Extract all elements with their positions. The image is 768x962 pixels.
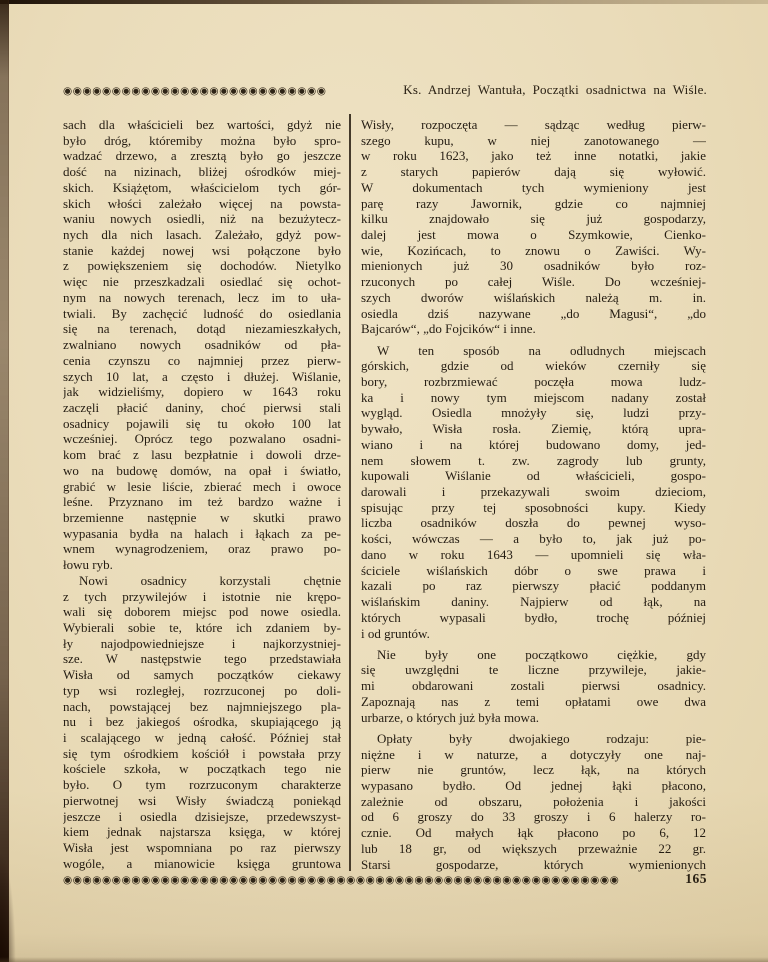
paragraph (361, 731, 706, 872)
text-line: pierw nie gruntów, lecz łąk, na których (361, 762, 706, 778)
text-line: osiedla dziś nazywane „do Magusi“, „do (361, 305, 706, 321)
text-line: wie, Kozińcach, to znowu o Zawiści. Wy- (361, 242, 706, 258)
text-line: dalej jest mowa o Szymkowie, Cienko- (361, 227, 706, 243)
text-line: nu i bez jakiegoś ośrodka, skupiającego ją (63, 714, 341, 730)
text-line: zaczęli płacić daniny, choć pierwsi stali (63, 399, 341, 415)
text-line: nym na nowych terenach, lecz im to uła- (63, 289, 341, 305)
text-column-left (63, 117, 341, 872)
text-line: się na terenach, dotąd niezamieszkałych, (63, 321, 341, 337)
text-line: zależnie od obszaru, położenia i jakości (361, 793, 706, 809)
text-line: osadnicy pojawili się tu około 100 lat (63, 415, 341, 431)
text-line: nach, powstającej bez najmniejszego pla- (63, 698, 341, 714)
text-line: Opłaty były dwojakiego rodzaju: pie- (377, 730, 706, 746)
paragraph (361, 647, 706, 726)
text-line: cznie. Od małych łąk płacono po 6, 12 (361, 825, 706, 841)
text-line: Bajcarów“, „do Fojcików“ i inne. (361, 321, 536, 337)
text-line: jak widzieliśmy, dopiero w 1643 roku (63, 384, 341, 400)
text-line: Nowi osadnicy korzystali chętnie (79, 572, 341, 588)
page-number: 165 (685, 871, 707, 886)
text-line: leśne. Przyznano im też bardzo ważne i (63, 494, 341, 510)
paragraph (63, 117, 341, 573)
text-line: Nie były one początkowo ciężkie, gdy (377, 646, 706, 662)
text-line: nem słowem t. zw. zagrody lub grunty, (361, 452, 706, 468)
text-line: zwalniano nowych osadników od pła- (63, 337, 341, 353)
text-line: wypasano bydło. Od jednej łąki płacono, (361, 777, 706, 793)
text-line: było. O tym rozrzuconym charakterze (63, 777, 341, 793)
running-header-title: Ks. Andrzej Wantuła, Początki osadnictwa na Wiśle. (403, 82, 707, 97)
text-line: wiślańskim daniny. Najpierw od łąk, na (361, 594, 706, 610)
text-line: Starsi gospodarze, których wymienionych (361, 856, 706, 872)
text-line: górskich, gdzie od wieków czerniły się (361, 358, 706, 374)
column-divider-rule (349, 114, 351, 871)
text-line: wiano i na której budowano domy, jed- (361, 436, 706, 452)
text-line: cenia czynszu co najmniej przez pierw- (63, 352, 341, 368)
text-line: w roku 1623, jako też inne notatki, jakie (361, 148, 706, 164)
text-line: z starych papierów dają się wyłowić. (361, 164, 706, 180)
scan-edge-corner (0, 852, 16, 962)
text-line: brzemienne następnie w skutki prawo (63, 509, 341, 525)
paragraph (361, 117, 706, 337)
text-line: wali się doborem miejsc pod nowe osiedla. (63, 604, 341, 620)
text-column-right (361, 117, 706, 872)
text-line: kilku znajdowało się już gospodarzy, (361, 211, 706, 227)
text-line: liczba osadników doszła do pewnej wyso- (361, 515, 706, 531)
text-line: pierwotnej wsi Wisły świadczą poniekąd (63, 792, 341, 808)
text-line: twiali. By zachęcić ludność do osiedlania (63, 305, 341, 321)
text-line: i od gruntów. (361, 625, 430, 641)
text-line: W dokumentach tych wymieniony jest (361, 179, 706, 195)
text-line: i scalającego w jedną całość. Później stał (63, 730, 341, 746)
text-line: szych 10 lat, a często i dłużej. Wiślanie, (63, 368, 341, 384)
text-line: więc nie przeszkadzali osiedlać się ochot- (63, 274, 341, 290)
text-line: bywało, Wisła rosła. Ziemię, którą upra- (361, 421, 706, 437)
text-line: kom brać z lasu bezpłatnie i dowoli drze- (63, 447, 341, 463)
text-line: z powiększeniem się dochodów. Nietylko (63, 258, 341, 274)
scan-edge-left (0, 0, 9, 962)
text-line: nych dla nich lasach. Zależało, gdyż pow- (63, 227, 341, 243)
footer-ornament-border: ◉◉◉◉◉◉◉◉◉◉◉◉◉◉◉◉◉◉◉◉◉◉◉◉◉◉◉◉◉◉◉◉◉◉◉◉◉◉◉◉◉◉◉◉◉◉◉◉◉◉◉◉◉◉◉◉◉ (63, 874, 620, 886)
text-line: ły najodpowiedniejsze i najkorzystniej- (63, 635, 341, 651)
text-line: W ten sposób na odludnych miejscach (377, 342, 706, 358)
text-line: wcześniej. Oprócz tego pozwalano osadni- (63, 431, 341, 447)
text-line: od 6 groszy do 33 groszy i 6 halerzy ro- (361, 809, 706, 825)
text-line: rzuconych po całej Wiśle. Do wcześniej- (361, 274, 706, 290)
text-line: Wybierali sobie te, które ich zdaniem by- (63, 620, 341, 635)
text-line: dość na nizinach, bliżej ośrodków miej- (63, 164, 341, 180)
text-line: sze. W następstwie tego przedstawiała (63, 651, 341, 667)
running-header (63, 82, 707, 98)
text-line: typ wsi rozległej, rozrzuconej po doli- (63, 682, 341, 698)
text-line: wadzać drzewo, a zresztą było go jeszcze (63, 148, 341, 164)
text-line: kazali po raz pierwszy płacić poddanym (361, 578, 706, 594)
text-line: jeszcze i osiedla dzisiejsze, przedewszyst- (63, 808, 341, 824)
text-line: skich włości zależało więcej na powsta- (63, 195, 341, 211)
text-line: mi obdarowani zostali pierwsi osadnicy. (361, 678, 706, 694)
text-line: kości, wówczas — a było to, jak już po- (361, 531, 706, 547)
text-line: było dróg, któremiby można było spro- (63, 132, 341, 148)
text-line: dano w roku 1643 — upomnieli się wła- (361, 546, 706, 562)
text-line: Wisła jest wspomniana po raz pierwszy (63, 840, 341, 856)
text-line: waniu nowych osiedli, niż na bezużytecz- (63, 211, 341, 227)
text-line: wypasania bydła na halach i łąkach za pe- (63, 525, 341, 541)
text-line: bory, rozbrzmiewać poczęła mowa ludz- (361, 374, 706, 389)
text-line: grabić w lesie liście, zbierać mech i owoce (63, 478, 341, 494)
paragraph (361, 343, 706, 642)
text-line: szych dworów wiślańskich należą m. in. (361, 289, 706, 305)
text-line: szego kupu, w niej zanotowanego — (361, 132, 706, 148)
text-line: wnem wynagrodzeniem, oraz prawo po- (63, 541, 341, 557)
text-line: wo na budowę domów, na opał i światło, (63, 462, 341, 478)
text-line: mienionych już 30 osadników było roz- (361, 258, 706, 274)
text-line: Wisła od samych początków ciekawy (63, 667, 341, 683)
text-line: ka i nowy tym miejscom nadany został (361, 389, 706, 405)
text-line: których wypasali bydło, trochę później (361, 609, 706, 625)
header-ornament-border: ◉◉◉◉◉◉◉◉◉◉◉◉◉◉◉◉◉◉◉◉◉◉◉◉◉◉◉ (63, 85, 327, 97)
text-line: ściciele wiślańskich dóbr o swe prawa i (361, 562, 706, 578)
text-line: lub 18 gr, od większych przeważnie 22 gr. (361, 840, 706, 856)
text-line: wygląd. Osiedla mnożyły się, ludzi przy- (361, 405, 706, 421)
text-line: urbarze, o których już była mowa. (361, 709, 539, 725)
scan-edge-bottom (0, 957, 768, 962)
text-line: spisując przy tej sposobności kupy. Kiedy (361, 499, 706, 515)
text-line: parę razy Jawornik, gdzie co najmniej (361, 195, 706, 211)
text-line: z tych przywilejów i istotnie nie krępo- (63, 588, 341, 604)
scan-edge-top (0, 0, 768, 4)
text-line: łowu ryb. (63, 557, 113, 573)
text-line: niężne i w naturze, a dotyczyły one naj- (361, 746, 706, 762)
text-line: się uwzględni te liczne przywileje, jakie- (361, 662, 706, 678)
text-line: się tym ośrodkiem kościół i powstała przy (63, 745, 341, 761)
text-line: Wisły, rozpoczęta — sądząc według pierw- (361, 117, 706, 132)
text-line: kiem jednak najstarsza księga, w której (63, 824, 341, 840)
text-line: kupowali Wiślanie od właścicieli, gospo- (361, 468, 706, 484)
text-line: darowali i przekazywali swoim dzieciom, (361, 484, 706, 500)
text-line: Zapoznają nas z temi opłatami owe dwa (361, 693, 706, 709)
paragraph (63, 573, 341, 872)
text-line: stanie każdej nowej wsi połączone było (63, 242, 341, 258)
text-line: kościele szkoła, w początkach tego nie (63, 761, 341, 777)
text-line: skich. Książętom, właścicielom tych gór- (63, 179, 341, 195)
text-line: wogóle, a mianowicie księga gruntowa (63, 855, 341, 871)
page-footer (63, 871, 707, 887)
text-line: sach dla właścicieli bez wartości, gdyż nie (63, 117, 341, 132)
